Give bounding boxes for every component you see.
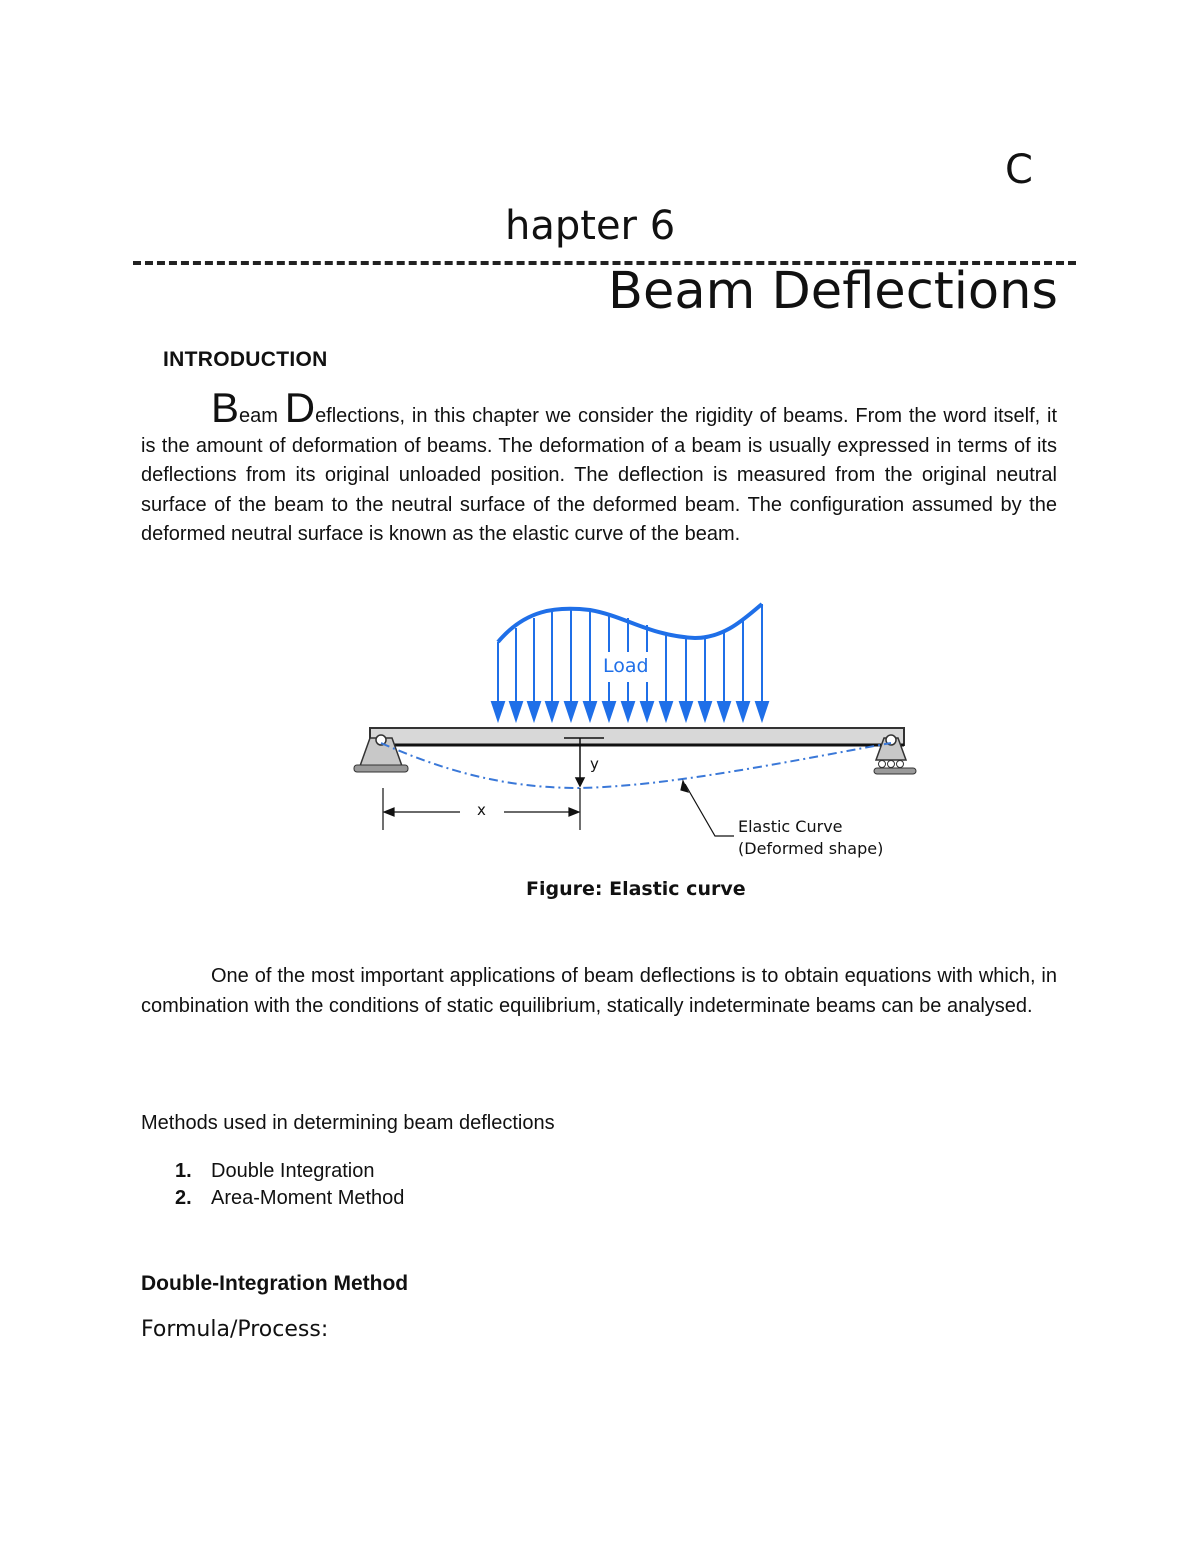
intro-paragraph xyxy=(141,384,1057,550)
intro-word-eam: eam xyxy=(239,405,285,427)
elastic-curve-label: Elastic Curve xyxy=(738,817,843,836)
load-label: Load xyxy=(603,655,649,677)
chapter-number: hapter 6 xyxy=(505,203,676,249)
drop-letter-b: B xyxy=(211,384,240,431)
y-label: y xyxy=(590,755,599,773)
elastic-curve-callout xyxy=(681,781,734,836)
applications-paragraph xyxy=(141,962,1057,1021)
list-item xyxy=(175,1158,404,1185)
intro-paragraph-text: eflections, in this chapter we consider the rigidity of beams. From the word itself, it is the amount of deformation of beams. The deformation of a beam is usually expressed in terms of its deflections from its original unloaded position. The deflection is measured from the original neutral surface of the beam to the neutral surface of the deformed beam. The configuration assumed by the deformed neutral surface is known as the elastic curve of the beam. xyxy=(141,405,1057,545)
x-label: x xyxy=(477,801,486,819)
elastic-curve-figure xyxy=(350,598,930,908)
section-heading-double-integration: Double-Integration Method xyxy=(141,1272,409,1295)
beam xyxy=(370,728,904,745)
page-title: Beam Deflections xyxy=(608,262,1058,321)
drop-letter-d: D xyxy=(284,384,316,431)
chapter-first-letter: C xyxy=(1005,147,1033,193)
applications-text: One of the most important applications of beam deflections is to obtain equations with which, in combination with the conditions of static equilibrium, statically indeterminate beams can be analysed. xyxy=(141,965,1057,1017)
list-item-number: 1. xyxy=(175,1160,192,1182)
load-distribution-curve xyxy=(498,604,762,642)
formula-process-label: Formula/Process: xyxy=(141,1317,329,1342)
deformed-shape-label: (Deformed shape) xyxy=(738,839,884,858)
list-item-label: Double Integration xyxy=(211,1160,375,1182)
list-item-label: Area-Moment Method xyxy=(211,1187,405,1209)
section-heading-introduction: INTRODUCTION xyxy=(163,348,328,371)
list-item-number: 2. xyxy=(175,1187,192,1209)
figure-caption: Figure: Elastic curve xyxy=(526,878,746,900)
list-item xyxy=(175,1185,404,1212)
methods-list xyxy=(175,1158,404,1212)
elastic-curve-line xyxy=(381,743,891,788)
methods-intro: Methods used in determining beam deflections xyxy=(141,1112,555,1134)
